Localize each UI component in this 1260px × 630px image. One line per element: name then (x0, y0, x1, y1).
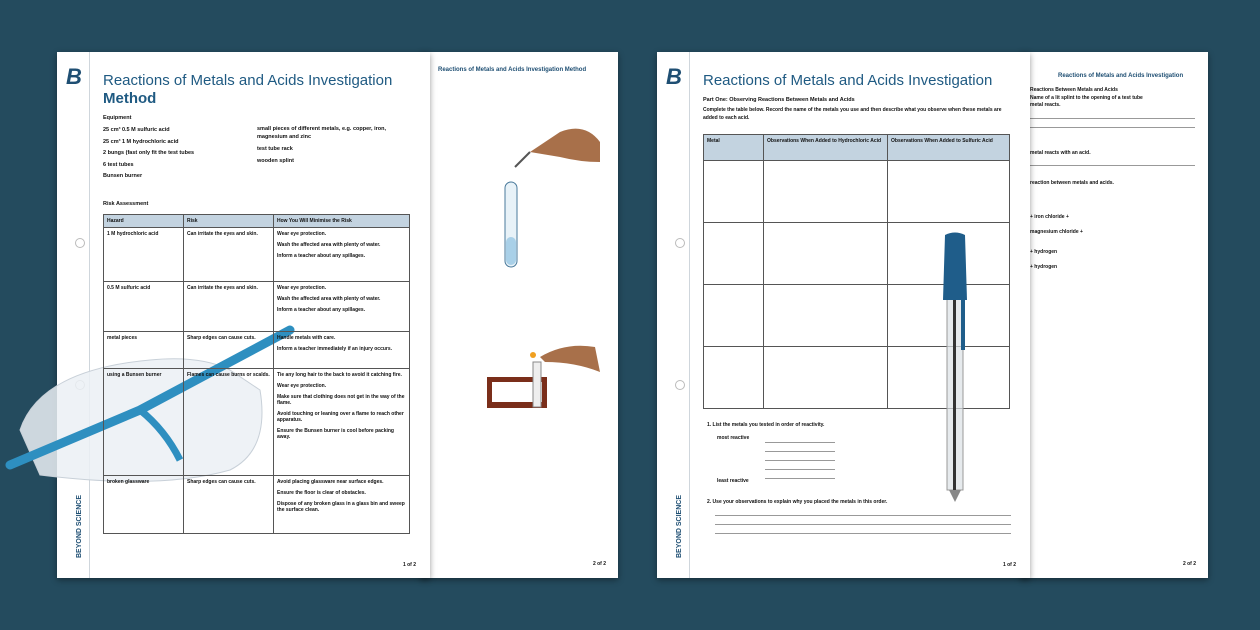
table-row (104, 332, 410, 369)
minimise-item: Inform a teacher immediately if an injury occurs. (277, 346, 393, 352)
hcl-observation-cell[interactable] (764, 285, 888, 347)
column-header: How You Will Minimise the Risk (274, 215, 410, 228)
metal-cell[interactable] (704, 223, 764, 285)
risk-cell: Sharp edges can cause cuts. (184, 476, 274, 534)
page-header: Reactions of Metals and Acids Investigation (1058, 73, 1184, 79)
page-title (103, 72, 413, 108)
right-doc-page-2 (1020, 52, 1208, 578)
equipment-heading: Equipment (103, 115, 132, 121)
minimise-cell (274, 228, 410, 282)
pen-illustration (935, 230, 975, 510)
column-header: Observations When Added to Hydrochloric Acid (764, 135, 888, 161)
minimise-item: Wear eye protection. (277, 231, 327, 237)
text-line: reaction between metals and acids. (1030, 180, 1114, 186)
answer-line[interactable] (765, 461, 835, 470)
question-2: 2. Use your observations to explain why you placed the metals in this order. (707, 499, 888, 505)
hcl-observation-cell[interactable] (764, 161, 888, 223)
answer-line[interactable] (765, 452, 835, 461)
reactivity-lines (765, 434, 835, 479)
minimise-item: Inform a teacher about any spillages. (277, 253, 366, 259)
punch-hole-icon (675, 380, 685, 390)
minimise-item: Wash the affected area with plenty of water. (277, 242, 381, 248)
minimise-item: Wear eye protection. (277, 383, 327, 389)
page-title: Reactions of Metals and Acids Investigation (703, 72, 993, 89)
equipment-list-right (257, 125, 407, 165)
left-doc-page-1 (57, 52, 430, 578)
h2so4-observation-cell[interactable] (888, 161, 1010, 223)
hcl-observation-cell[interactable] (764, 223, 888, 285)
beyond-logo-icon: B (66, 64, 82, 89)
hcl-observation-cell[interactable] (764, 347, 888, 409)
answer-line[interactable] (715, 516, 1011, 525)
test-tube-rack-illustration (485, 337, 605, 417)
metal-cell[interactable] (704, 161, 764, 223)
table-row (704, 161, 1010, 223)
equipment-item: wooden splint (257, 158, 294, 164)
page-number: 1 of 2 (1002, 562, 1016, 568)
column-header: Risk (184, 215, 274, 228)
beyond-logo-icon: B (666, 64, 682, 89)
minimise-item: Make sure that clothing does not get in the way of the flame. (277, 394, 405, 406)
instructions: Complete the table below. Record the name of the metals you use and then describe what you observe when these metals are added to each acid. (703, 107, 1002, 121)
equipment-item: 25 cm³ 0.5 M sulfuric acid (103, 127, 170, 133)
hazard-cell: using a Bunsen burner (104, 369, 184, 476)
risk-cell: Can irritate the eyes and skin. (184, 228, 274, 282)
risk-cell: Flames can cause burns or scalds. (184, 369, 274, 476)
table-row (104, 369, 410, 476)
text-line: metal reacts with an acid. (1030, 149, 1091, 156)
part-heading: Part One: Observing Reactions Between Metals and Acids (703, 97, 855, 103)
page-number: 2 of 2 (1182, 560, 1196, 567)
page-number: 2 of 2 (592, 560, 606, 567)
table-header-row (704, 135, 1010, 161)
text-line: Name of a lit splint to the opening of a test tube (1030, 94, 1143, 101)
question-1: 1. List the metals you tested in order of reactivity. (707, 422, 825, 428)
page-header: Reactions of Metals and Acids Investigation Method (438, 67, 587, 73)
text-line: metal reacts. (1030, 102, 1061, 108)
brand-label: BEYOND SCIENCE (676, 494, 683, 558)
column-header: Hazard (104, 215, 184, 228)
hazard-cell: metal pieces (104, 332, 184, 369)
left-doc-page-2 (420, 52, 618, 578)
column-header: Observations When Added to Sulfuric Acid (888, 135, 1010, 161)
risk-cell: Sharp edges can cause cuts. (184, 332, 274, 369)
answer-line (1030, 157, 1195, 166)
most-reactive-label: most reactive (717, 435, 750, 441)
metal-cell[interactable] (704, 347, 764, 409)
minimise-item: Wash the affected area with plenty of water. (277, 296, 381, 302)
column-header: Metal (704, 135, 764, 161)
minimise-item: Handle metals with care. (277, 335, 336, 341)
answer-line[interactable] (765, 470, 835, 479)
equipment-item: 2 bungs (fast only fit the test tubes (103, 150, 195, 156)
minimise-cell (274, 282, 410, 332)
equipment-list-left (103, 125, 243, 183)
minimise-item: Avoid touching or leaning over a flame to reach other apparatus. (277, 411, 404, 423)
minimise-item: Ensure the Bunsen burner is cool before packing away. (277, 428, 394, 440)
minimise-item: Ensure the floor is clear of obstacles. (277, 490, 366, 496)
equipment-item: Bunsen burner (103, 173, 143, 179)
minimise-cell (274, 332, 410, 369)
hazard-cell: 0.5 M sulfuric acid (104, 282, 184, 332)
minimise-item: Inform a teacher about any spillages. (277, 307, 366, 313)
answer-line (1030, 110, 1195, 119)
table-row (104, 228, 410, 282)
answer-line[interactable] (765, 434, 835, 443)
spine-divider (689, 52, 690, 578)
back-page-text (1030, 87, 1195, 272)
hazard-cell: broken glassware (104, 476, 184, 534)
explanation-lines (715, 507, 1011, 534)
risk-heading: Risk Assessment (103, 201, 149, 207)
table-row (104, 476, 410, 534)
table-header-row (104, 215, 410, 228)
metal-cell[interactable] (704, 285, 764, 347)
minimise-item: Avoid placing glassware near surface edges. (277, 479, 384, 485)
title-line-1: Reactions of Metals and Acids Investigation (103, 72, 393, 89)
page-number: 1 of 2 (402, 562, 416, 568)
equipment-item: test tube rack (257, 146, 293, 152)
answer-line (1030, 119, 1195, 128)
answer-line[interactable] (715, 525, 1011, 534)
equipment-item: small pieces of different metals, e.g. copper, iron, magnesium and zinc (257, 126, 386, 140)
title-line-2: Method (103, 90, 157, 107)
minimise-item: Tie any long hair to the back to avoid it catching fire. (277, 372, 402, 378)
risk-table (103, 214, 410, 534)
punch-hole-icon (675, 238, 685, 248)
answer-line[interactable] (765, 443, 835, 452)
text-line: magnesium chloride + (1030, 229, 1083, 235)
text-line: Reactions Between Metals and Acids (1030, 87, 1118, 93)
text-line: + hydrogen (1030, 248, 1058, 255)
risk-cell: Can irritate the eyes and skin. (184, 282, 274, 332)
brand-label: BEYOND SCIENCE (76, 494, 83, 558)
text-line: + hydrogen (1030, 264, 1058, 270)
punch-hole-icon (75, 238, 85, 248)
equipment-item: 25 cm³ 1 M hydrochloric acid (103, 138, 179, 145)
hazard-cell: 1 M hydrochloric acid (104, 228, 184, 282)
minimise-item: Dispose of any broken glass in a glass bin and sweep the surface clean. (277, 501, 405, 513)
equipment-item: 6 test tubes (103, 161, 134, 168)
minimise-item: Wear eye protection. (277, 285, 327, 291)
least-reactive-label: least reactive (717, 478, 749, 484)
minimise-cell (274, 476, 410, 534)
minimise-cell (274, 369, 410, 476)
text-line: + iron chloride + (1030, 213, 1069, 220)
table-row (104, 282, 410, 332)
test-tube-hand-illustration (490, 122, 600, 282)
